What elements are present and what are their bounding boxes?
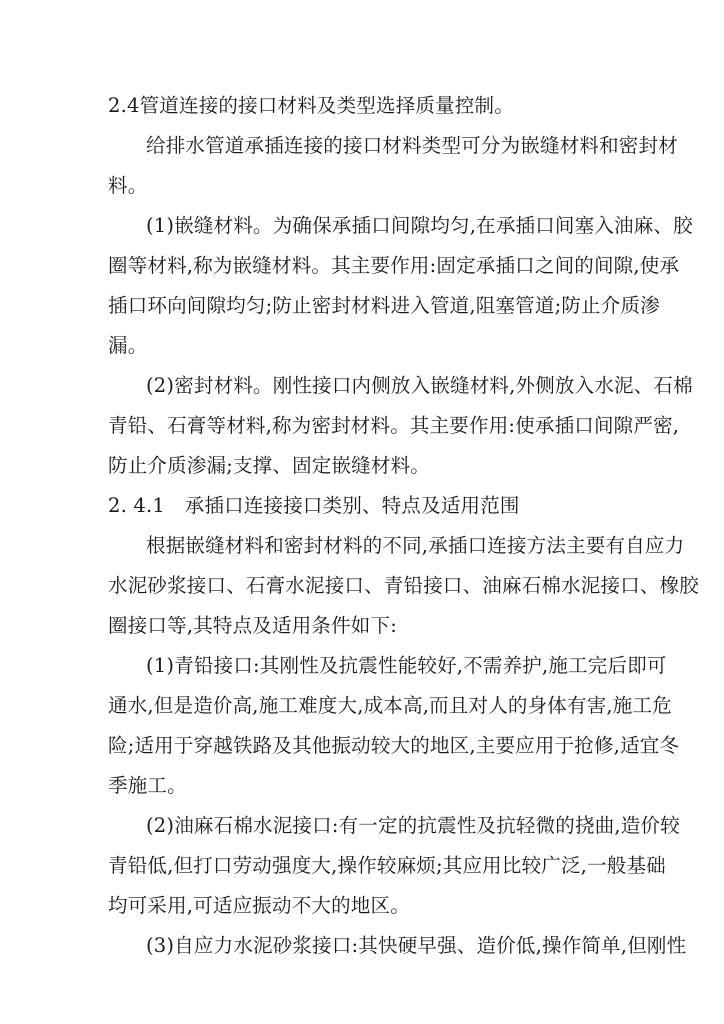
item1-line-2: 圈等材料,称为嵌缝材料。其主要作用:固定承插口之间的间隙,使承 — [108, 254, 680, 277]
section-heading-2-4: 2.4管道连接的接口材料及类型选择质量控制。 — [108, 94, 514, 117]
joint2-line-3: 均可采用,可适应振动不大的地区。 — [108, 894, 410, 917]
section-heading-2-4-1: 2. 4.1 承插口连接接口类别、特点及适用范围 — [108, 494, 520, 517]
para2-line-1: 根据嵌缝材料和密封材料的不同,承插口连接方法主要有自应力 — [146, 534, 685, 557]
joint3-line-1: (3)自应力水泥砂浆接口:其快硬早强、造价低,操作简单,但刚性 — [146, 934, 687, 957]
para2-line-2: 水泥砂浆接口、石膏水泥接口、青铅接口、油麻石棉水泥接口、橡胶 — [108, 574, 700, 597]
item2-line-1: (2)密封材料。刚性接口内侧放入嵌缝材料,外侧放入水泥、石棉 — [146, 374, 693, 397]
para2-line-3: 圈接口等,其特点及适用条件如下: — [108, 614, 397, 637]
item2-line-3: 防止介质渗漏;支撑、固定嵌缝材料。 — [108, 454, 430, 477]
intro-line-1: 给排水管道承插连接的接口材料类型可分为嵌缝材料和密封材 — [146, 134, 678, 157]
joint1-line-4: 季施工。 — [108, 774, 187, 797]
item1-line-1: (1)嵌缝材料。为确保承插口间隙均匀,在承插口间塞入油麻、胶 — [146, 214, 693, 237]
joint2-line-2: 青铅低,但打口劳动强度大,操作较麻烦;其应用比较广泛,一般基础 — [108, 854, 666, 877]
joint1-line-1: (1)青铅接口:其刚性及抗震性能较好,不需养护,施工完后即可 — [146, 654, 667, 677]
joint1-line-3: 险;适用于穿越铁路及其他振动较大的地区,主要应用于抢修,适宜冬 — [108, 734, 680, 757]
item1-line-4: 漏。 — [108, 334, 148, 357]
item1-line-3: 插口环向间隙均匀;防止密封材料进入管道,阻塞管道;防止介质渗 — [108, 294, 660, 317]
joint1-line-2: 通水,但是造价高,施工难度大,成本高,而且对人的身体有害,施工危 — [108, 694, 672, 717]
intro-line-2: 料。 — [108, 174, 148, 197]
joint2-line-1: (2)油麻石棉水泥接口:有一定的抗震性及抗轻微的挠曲,造价较 — [146, 814, 680, 837]
item2-line-2: 青铅、石膏等材料,称为密封材料。其主要作用:使承插口间隙严密, — [108, 414, 680, 437]
